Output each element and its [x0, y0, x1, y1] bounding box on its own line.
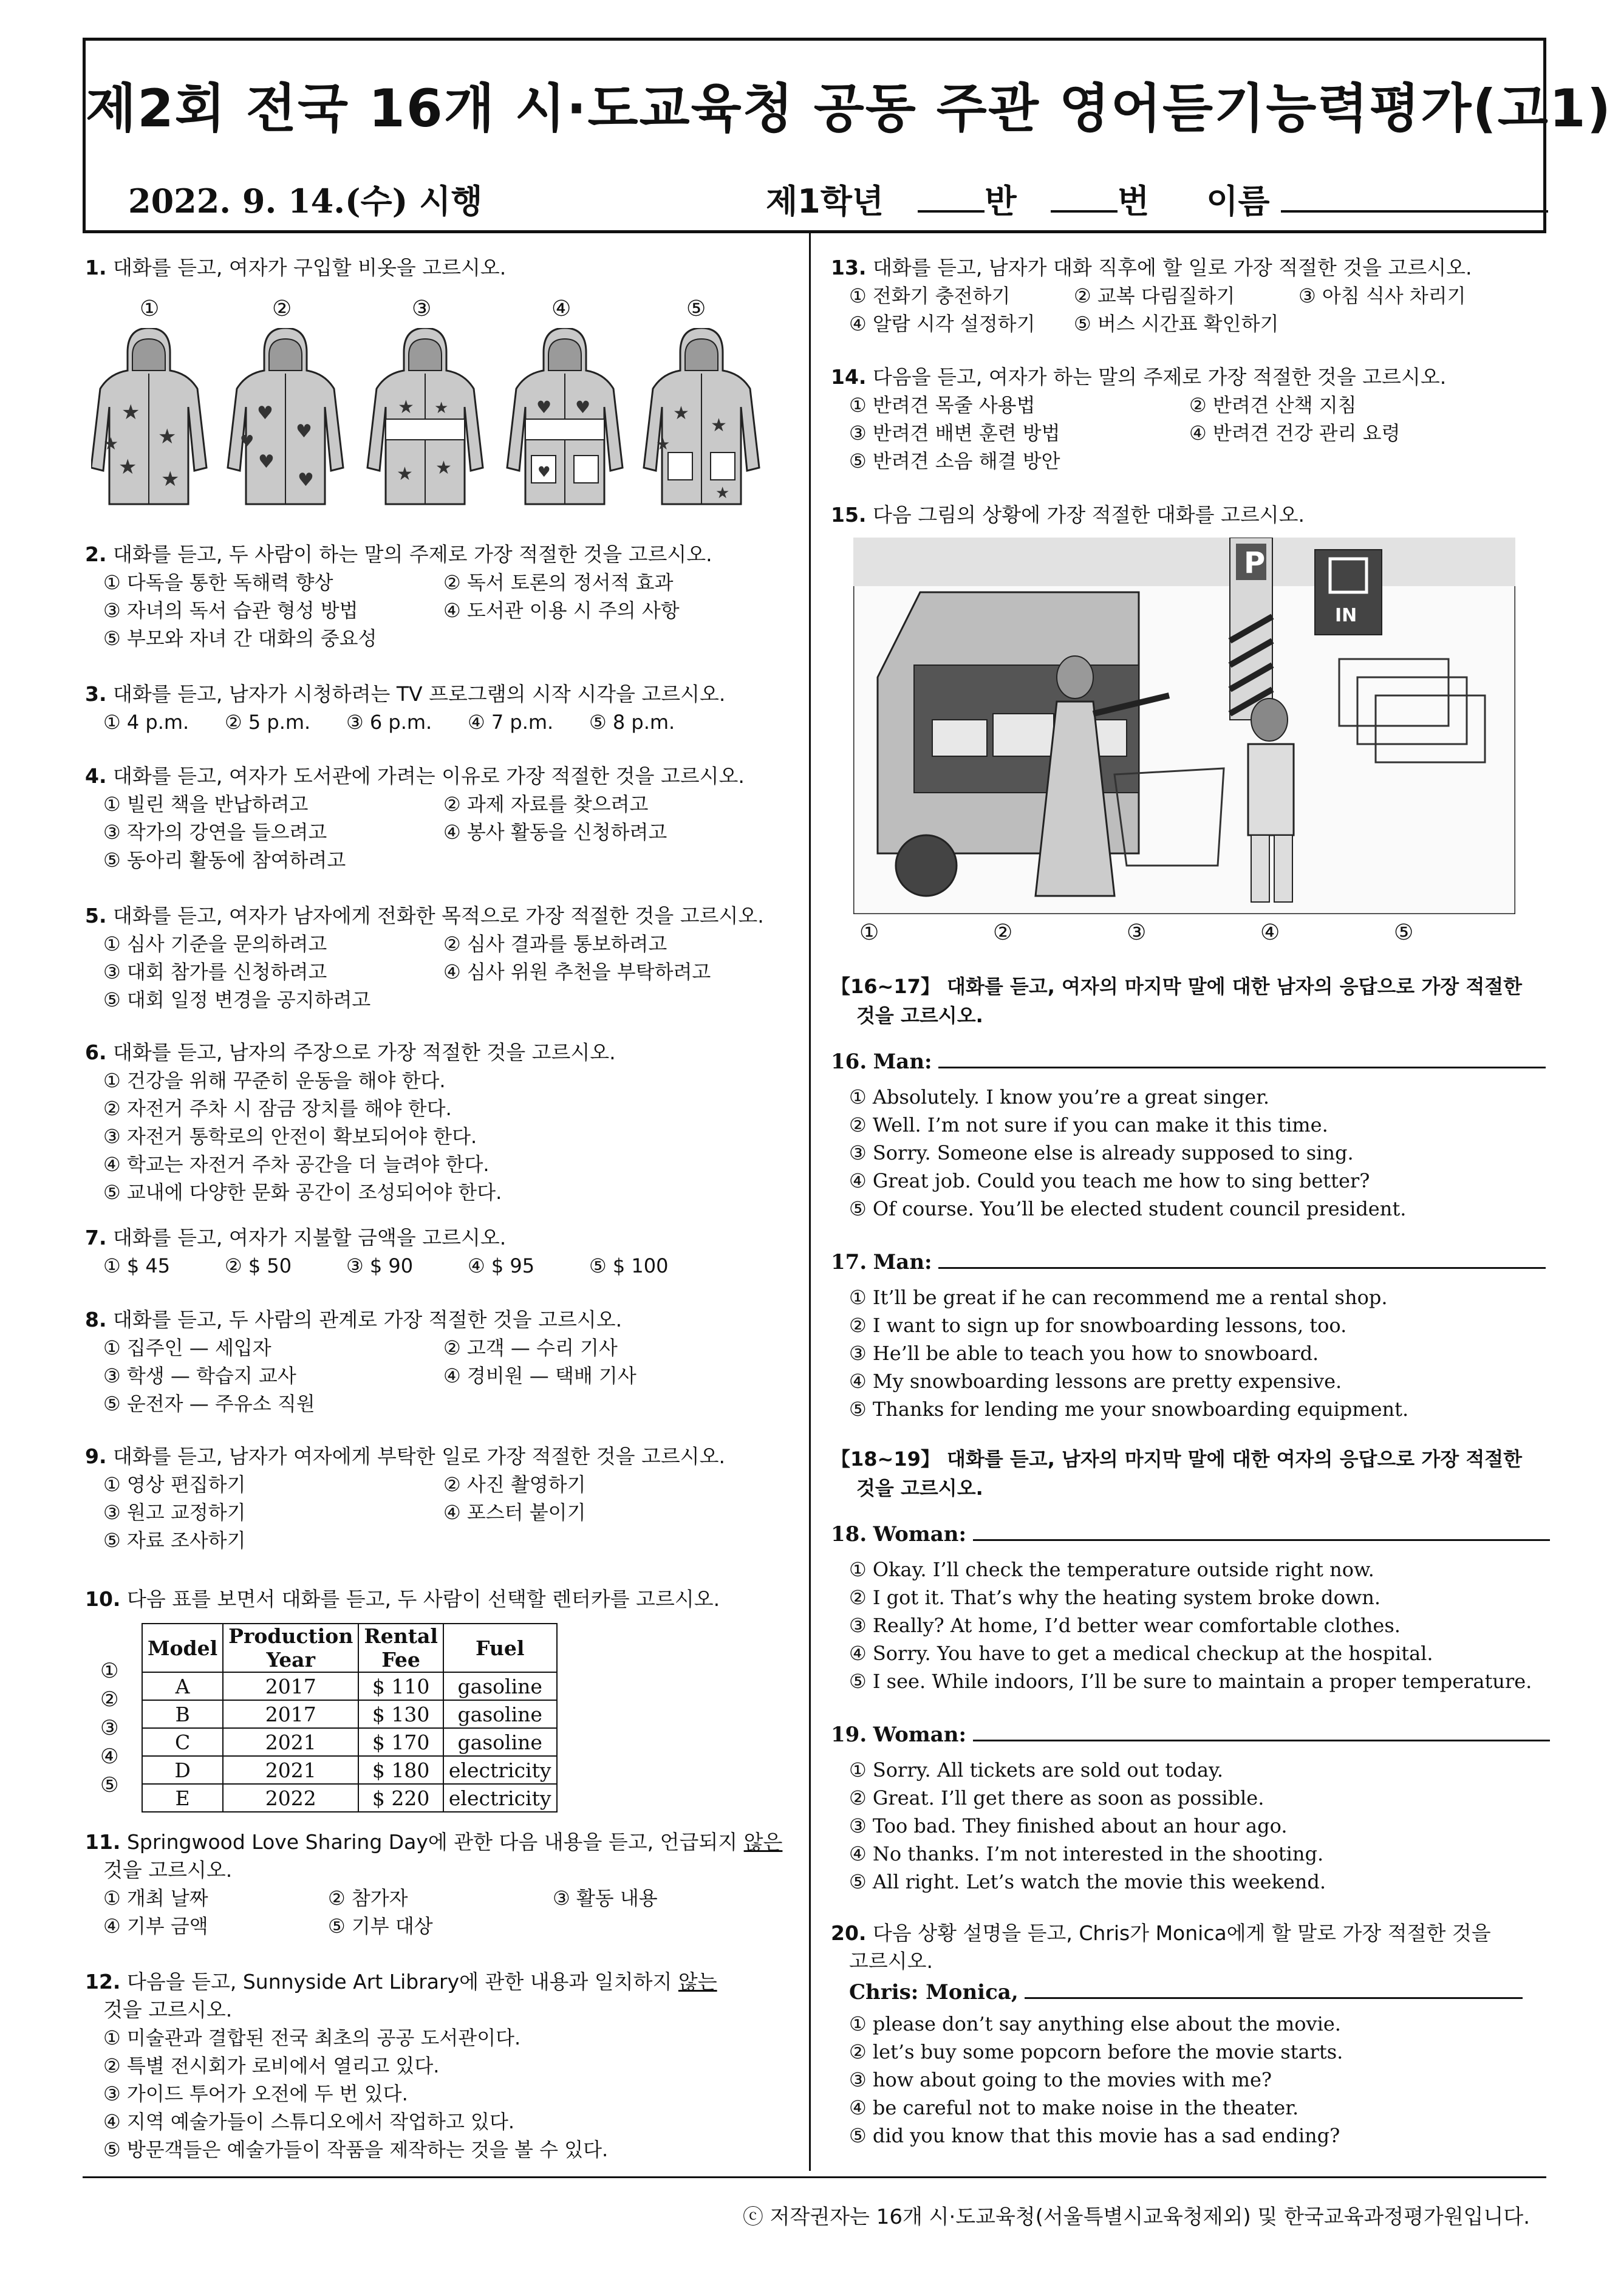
- option-5[interactable]: ⑤ 교내에 다양한 문화 공간이 조성되어야 한다.: [103, 1181, 502, 1204]
- option-2[interactable]: ② 교복 다림질하기: [1074, 284, 1235, 307]
- option-1[interactable]: ① 반려견 목줄 사용법: [849, 394, 1036, 417]
- question-number: 3.: [85, 682, 107, 706]
- question-text: 대화를 듣고, 남자가 여자에게 부탁한 일로 가장 적절한 것을 고르시오.: [113, 1444, 725, 1468]
- question-text: 대화를 듣고, 두 사람이 하는 말의 주제로 가장 적절한 것을 고르시오.: [113, 542, 712, 566]
- coat-marker-3: ③: [412, 296, 432, 321]
- question-2: [85, 541, 783, 652]
- table-row: [142, 1700, 557, 1728]
- picture-option-1[interactable]: ①: [859, 920, 879, 945]
- svg-text:P: P: [1244, 546, 1266, 580]
- option-5[interactable]: ⑤ 동아리 활동에 참여하려고: [103, 849, 346, 872]
- column-header: Production Year: [223, 1624, 358, 1672]
- question-number: 12.: [85, 1970, 121, 1994]
- question-6: [85, 1039, 616, 1206]
- question-17: [831, 1245, 1546, 1423]
- svg-text:★: ★: [711, 415, 727, 436]
- option-4[interactable]: ④ 경비원 — 택배 기사: [443, 1364, 636, 1387]
- question-text: Springwood Love Sharing Day에 관한 다음 내용을 듣고, 언급되지: [126, 1830, 744, 1854]
- option-4[interactable]: ④ $ 95: [468, 1254, 535, 1277]
- name-blank[interactable]: [1281, 179, 1548, 213]
- row-marker-4[interactable]: ④: [100, 1744, 119, 1769]
- option-4[interactable]: ④ 7 p.m.: [468, 711, 554, 734]
- coat-1: [91, 328, 206, 504]
- footer-divider: [83, 2176, 1546, 2178]
- question-number: 7.: [85, 1226, 107, 1249]
- option-3[interactable]: ③ 활동 내용: [553, 1887, 658, 1910]
- cell-fee: $ 170: [358, 1728, 443, 1756]
- option-1[interactable]: ① Sorry. All tickets are sold out today.: [849, 1758, 1224, 1782]
- option-4[interactable]: ④ My snowboarding lessons are pretty expensive.: [849, 1370, 1342, 1393]
- option-4[interactable]: ④ be careful not to make noise in the theater.: [849, 2096, 1299, 2119]
- question-3: [85, 680, 725, 736]
- option-3[interactable]: ③ He’ll be able to teach you how to snowboard.: [849, 1342, 1319, 1365]
- question-4: [85, 762, 783, 874]
- cell-fee: $ 110: [358, 1672, 443, 1700]
- svg-text:★: ★: [715, 484, 730, 502]
- question-15: [831, 501, 1305, 529]
- option-3[interactable]: ③ 작가의 강연을 들으려고: [103, 821, 327, 844]
- answer-line: [938, 1245, 1546, 1269]
- option-2[interactable]: ② 과제 자료를 찾으려고: [443, 793, 649, 816]
- question-12: [85, 1968, 717, 2164]
- cell-model: E: [142, 1784, 223, 1812]
- svg-text:★: ★: [398, 397, 414, 418]
- option-1[interactable]: ① 미술관과 결합된 전국 최초의 공공 도서관이다.: [103, 2026, 521, 2049]
- option-1[interactable]: ① 건강을 위해 꾸준히 운동을 해야 한다.: [103, 1069, 446, 1092]
- question-text-underlined: 않는: [678, 1970, 717, 1994]
- svg-text:★: ★: [397, 463, 413, 485]
- question-number: 11.: [85, 1830, 121, 1854]
- question-number: 9.: [85, 1444, 107, 1468]
- option-5[interactable]: ⑤ 대회 일정 변경을 공지하려고: [103, 988, 371, 1011]
- column-header: Fuel: [443, 1624, 557, 1672]
- answer-line: [1025, 1975, 1523, 1999]
- question-18: [831, 1517, 1550, 1695]
- svg-text:★: ★: [435, 457, 452, 479]
- class-blank[interactable]: [918, 179, 985, 213]
- option-4[interactable]: ④ 반려견 건강 관리 요령: [1189, 422, 1401, 445]
- option-4[interactable]: ④ 봉사 활동을 신청하려고: [443, 821, 667, 844]
- option-5[interactable]: ⑤ Of course. You’ll be elected student council president.: [849, 1197, 1407, 1220]
- option-2[interactable]: ② 고객 — 수리 기사: [443, 1336, 618, 1359]
- column-header: Rental Fee: [358, 1624, 443, 1672]
- option-1[interactable]: ① 집주인 — 세입자: [103, 1336, 271, 1359]
- svg-text:★: ★: [118, 455, 137, 479]
- cell-fuel: gasoline: [443, 1672, 557, 1700]
- question-text-underlined: 않은: [743, 1830, 783, 1854]
- question-number: 10.: [85, 1587, 121, 1611]
- question-text: 대화를 듣고, 여자가 남자에게 전화한 목적으로 가장 적절한 것을 고르시오.: [113, 904, 764, 928]
- svg-text:★: ★: [161, 467, 180, 491]
- option-3[interactable]: ③ Sorry. Someone else is already supposed to sing.: [849, 1141, 1354, 1164]
- picture-markers: [859, 920, 1413, 945]
- question-text: 대화를 듣고, 남자의 주장으로 가장 적절한 것을 고르시오.: [113, 1040, 616, 1064]
- speaker-label: Woman:: [873, 1723, 967, 1747]
- question-number: 1.: [85, 256, 107, 279]
- option-5[interactable]: ⑤ 자료 조사하기: [103, 1529, 246, 1552]
- row-marker-1[interactable]: ①: [100, 1659, 119, 1683]
- row-marker-5[interactable]: ⑤: [100, 1773, 119, 1797]
- answer-line: [973, 1718, 1550, 1741]
- section-18-19-instruction: [831, 1444, 1522, 1503]
- svg-text:♥: ♥: [258, 451, 275, 473]
- option-4[interactable]: ④ 도서관 이용 시 주의 사항: [443, 599, 680, 622]
- question-7: [85, 1224, 711, 1280]
- svg-text:♥: ♥: [537, 463, 551, 480]
- svg-text:★: ★: [656, 436, 671, 454]
- section-text-cont: 것을 고르시오.: [856, 1004, 983, 1027]
- option-1[interactable]: ① 빌린 책을 반납하려고: [103, 793, 309, 816]
- option-4[interactable]: ④ Sorry. You have to get a medical checkup at the hospital.: [849, 1642, 1433, 1665]
- student-info: [766, 176, 1548, 222]
- option-4[interactable]: ④ Great job. Could you teach me how to sing better?: [849, 1169, 1370, 1192]
- cell-year: 2017: [223, 1700, 358, 1728]
- cell-model: D: [142, 1756, 223, 1784]
- option-1[interactable]: ① 다독을 통한 독해력 향상: [103, 571, 333, 594]
- coat-3: [367, 328, 483, 504]
- option-2[interactable]: ② 특별 전시회가 로비에서 열리고 있다.: [103, 2054, 440, 2077]
- svg-text:★: ★: [434, 399, 449, 417]
- coat-marker-1: ①: [140, 296, 160, 321]
- option-2[interactable]: ② 반려견 산책 지침: [1189, 394, 1357, 417]
- option-1[interactable]: ① $ 45: [103, 1254, 171, 1277]
- option-4[interactable]: ④ 학교는 자전거 주차 공간을 더 늘려야 한다.: [103, 1153, 490, 1176]
- svg-text:♥: ♥: [298, 470, 314, 491]
- column-divider: [809, 233, 811, 2171]
- question-number: 2.: [85, 542, 107, 566]
- copyright-footer: ⓒ 저작권자는 16개 시·도교육청(서울특별시교육청제외) 및 한국교육과정평가원입니다.: [742, 2205, 1530, 2229]
- option-3[interactable]: ③ 학생 — 학습지 교사: [103, 1364, 296, 1387]
- option-2[interactable]: ② Great. I’ll get there as soon as possible.: [849, 1786, 1264, 1809]
- cell-fuel: gasoline: [443, 1700, 557, 1728]
- cell-fuel: electricity: [443, 1756, 557, 1784]
- question-text-cont: 것을 고르시오.: [103, 1998, 233, 2021]
- question-number: 19.: [831, 1723, 867, 1747]
- question-text-cont: 것을 고르시오.: [103, 1858, 233, 1882]
- question-text: 대화를 듣고, 여자가 구입할 비옷을 고르시오.: [113, 256, 507, 279]
- question-8: [85, 1306, 783, 1418]
- question-text: 다음을 듣고, 여자가 하는 말의 주제로 가장 적절한 것을 고르시오.: [872, 365, 1447, 389]
- question-11: [85, 1828, 782, 1940]
- option-5[interactable]: ⑤ 8 p.m.: [589, 711, 675, 734]
- question-13: [831, 254, 1523, 338]
- coat-5: [644, 328, 759, 504]
- question-number: 8.: [85, 1308, 107, 1331]
- option-3[interactable]: ③ Too bad. They finished about an hour ago.: [849, 1814, 1288, 1837]
- question-number: 4.: [85, 764, 107, 788]
- question-text: 대화를 듣고, 남자가 시청하려는 TV 프로그램의 시작 시각을 고르시오.: [113, 682, 726, 706]
- option-1[interactable]: ① Absolutely. I know you’re a great singer.: [849, 1085, 1270, 1109]
- option-5[interactable]: ⑤ 운전자 — 주유소 직원: [103, 1392, 315, 1415]
- row-marker-3[interactable]: ③: [100, 1716, 119, 1740]
- option-3[interactable]: ③ 아침 식사 차리기: [1299, 284, 1466, 307]
- option-2[interactable]: ② 심사 결과를 통보하려고: [443, 932, 667, 955]
- option-2[interactable]: ② 5 p.m.: [225, 711, 311, 734]
- option-2[interactable]: ② 자전거 주차 시 잠금 장치를 해야 한다.: [103, 1097, 452, 1120]
- option-5[interactable]: ⑤ Thanks for lending me your snowboarding equipment.: [849, 1398, 1409, 1421]
- option-4[interactable]: ④ 기부 금액: [103, 1915, 208, 1938]
- cell-year: 2021: [223, 1756, 358, 1784]
- question-9: [85, 1443, 783, 1554]
- option-3[interactable]: ③ 가이드 투어가 오전에 두 번 있다.: [103, 2082, 408, 2105]
- question-16: [831, 1045, 1546, 1223]
- option-3[interactable]: ③ 반려견 배변 훈련 방법: [849, 422, 1060, 445]
- option-1[interactable]: ① 영상 편집하기: [103, 1473, 246, 1496]
- question-text: 대화를 듣고, 여자가 지불할 금액을 고르시오.: [113, 1226, 507, 1249]
- option-2[interactable]: ② 참가자: [328, 1887, 408, 1910]
- option-1[interactable]: ① Okay. I’ll check the temperature outside right now.: [849, 1558, 1374, 1581]
- question-number: 15.: [831, 503, 867, 527]
- question-1: [85, 254, 506, 282]
- question-text: 다음 상황 설명을 듣고, Chris가 Monica에게 할 말로 가장 적절한 것을: [872, 1921, 1491, 1945]
- option-3[interactable]: ③ how about going to the movies with me?: [849, 2068, 1272, 2091]
- question-number: 14.: [831, 365, 867, 389]
- table-row: [142, 1672, 557, 1700]
- table-row: [142, 1784, 557, 1812]
- coat-marker-5: ⑤: [686, 296, 706, 321]
- picture-option-5[interactable]: ⑤: [1394, 920, 1414, 945]
- column-header: Model: [142, 1624, 223, 1672]
- option-1[interactable]: ① 심사 기준을 문의하려고: [103, 932, 327, 955]
- option-3[interactable]: ③ 대회 참가를 신청하려고: [103, 960, 327, 983]
- cell-fuel: electricity: [443, 1784, 557, 1812]
- option-1[interactable]: ① 개최 날짜: [103, 1887, 208, 1910]
- option-2[interactable]: ② let’s buy some popcorn before the movie starts.: [849, 2040, 1343, 2063]
- table-row: [142, 1728, 557, 1756]
- raincoat-illustrations: [91, 328, 790, 510]
- speaker-label: Woman:: [873, 1522, 967, 1546]
- question-number: 20.: [831, 1921, 867, 1945]
- option-3[interactable]: ③ 자전거 통학로의 안전이 확보되어야 한다.: [103, 1125, 477, 1148]
- coat-4: [507, 328, 623, 504]
- speaker-label: Chris: Monica,: [849, 1980, 1019, 2004]
- option-3[interactable]: ③ $ 90: [346, 1254, 414, 1277]
- picture-option-4[interactable]: ④: [1260, 920, 1280, 945]
- option-4[interactable]: ④ 알람 시각 설정하기: [849, 312, 1036, 335]
- option-2[interactable]: ② I got it. That’s why the heating system broke down.: [849, 1586, 1381, 1609]
- option-3[interactable]: ③ Really? At home, I’d better wear comfortable clothes.: [849, 1614, 1401, 1637]
- grade-label: 제1학년: [766, 182, 884, 220]
- section-16-17-instruction: [831, 972, 1522, 1030]
- question-text: 다음 표를 보면서 대화를 듣고, 두 사람이 선택할 렌터카를 고르시오.: [126, 1587, 720, 1611]
- cell-year: 2021: [223, 1728, 358, 1756]
- question-text: 다음 그림의 상황에 가장 적절한 대화를 고르시오.: [872, 503, 1305, 527]
- question-number: 17.: [831, 1250, 867, 1274]
- class-label: 반: [985, 182, 1017, 220]
- option-3[interactable]: ③ 6 p.m.: [346, 711, 432, 734]
- question-text: 다음을 듣고, Sunnyside Art Library에 관한 내용과 일치하지: [126, 1970, 678, 1994]
- option-1[interactable]: ① It’ll be great if he can recommend me a rental shop.: [849, 1286, 1388, 1309]
- coat-marker-4: ④: [551, 296, 572, 321]
- option-2[interactable]: ② 사진 촬영하기: [443, 1473, 586, 1496]
- svg-text:♥: ♥: [240, 432, 254, 451]
- option-2[interactable]: ② 독서 토론의 정서적 효과: [443, 571, 674, 594]
- cell-model: A: [142, 1672, 223, 1700]
- cell-year: 2022: [223, 1784, 358, 1812]
- option-2[interactable]: ② I want to sign up for snowboarding lessons, too.: [849, 1314, 1347, 1337]
- svg-text:★: ★: [121, 400, 140, 425]
- picture-option-2[interactable]: ②: [993, 920, 1013, 945]
- answer-line: [938, 1045, 1546, 1068]
- question-number: 16.: [831, 1050, 867, 1074]
- option-1[interactable]: ① 전화기 충전하기: [849, 284, 1011, 307]
- question-text: 대화를 듣고, 여자가 도서관에 가려는 이유로 가장 적절한 것을 고르시오.: [113, 764, 745, 788]
- option-4[interactable]: ④ No thanks. I’m not interested in the shooting.: [849, 1842, 1324, 1865]
- cell-year: 2017: [223, 1672, 358, 1700]
- name-label: 이름: [1206, 182, 1270, 220]
- option-3[interactable]: ③ 자녀의 독서 습관 형성 방법: [103, 599, 358, 622]
- option-5[interactable]: ⑤ 반려견 소음 해결 방안: [849, 449, 1060, 473]
- option-4[interactable]: ④ 포스터 붙이기: [443, 1501, 586, 1524]
- option-5[interactable]: ⑤ did you know that this movie has a sad ending?: [849, 2124, 1340, 2147]
- table-row-markers: [100, 1657, 143, 1800]
- option-5[interactable]: ⑤ 부모와 자녀 간 대화의 중요성: [103, 627, 377, 650]
- question-text: 대화를 듣고, 두 사람의 관계로 가장 적절한 것을 고르시오.: [113, 1308, 623, 1331]
- cell-fee: $ 220: [358, 1784, 443, 1812]
- table-row: [142, 1756, 557, 1784]
- in-sign: IN: [1335, 605, 1357, 626]
- coat-2: [228, 328, 343, 504]
- svg-text:♥: ♥: [257, 403, 273, 424]
- cell-model: C: [142, 1728, 223, 1756]
- question-number: 5.: [85, 904, 107, 928]
- option-5[interactable]: ⑤ 방문객들은 예술가들이 작품을 제작하는 것을 볼 수 있다.: [103, 2138, 609, 2161]
- section-text-cont: 것을 고르시오.: [856, 1477, 983, 1500]
- exam-header: [83, 38, 1612, 233]
- option-4[interactable]: ④ 지역 예술가들이 스튜디오에서 작업하고 있다.: [103, 2110, 515, 2133]
- number-label: 번: [1118, 182, 1150, 220]
- option-2[interactable]: ② $ 50: [225, 1254, 292, 1277]
- svg-text:★: ★: [158, 425, 177, 449]
- question-20: [831, 1919, 1523, 2150]
- question-number: 13.: [831, 256, 867, 279]
- svg-text:♥: ♥: [575, 397, 591, 417]
- cell-fee: $ 180: [358, 1756, 443, 1784]
- option-4[interactable]: ④ 심사 위원 추천을 부탁하려고: [443, 960, 711, 983]
- option-5[interactable]: ⑤ $ 100: [589, 1254, 669, 1277]
- exam-title: 제2회 전국 16개 시·도교육청 공동 주관 영어듣기능력평가(고1): [86, 78, 1612, 139]
- rental-car-table: [142, 1623, 558, 1813]
- speaker-label: Man:: [873, 1050, 932, 1074]
- option-5[interactable]: ⑤ All right. Let’s watch the movie this weekend.: [849, 1870, 1326, 1893]
- section-text: 【18~19】 대화를 듣고, 남자의 마지막 말에 대한 여자의 응답으로 가장 적절한: [831, 1447, 1523, 1471]
- svg-text:♥: ♥: [296, 421, 312, 442]
- option-3[interactable]: ③ 원고 교정하기: [103, 1501, 246, 1524]
- question-19: [831, 1718, 1550, 1896]
- option-1[interactable]: ① please don’t say anything else about the movie.: [849, 2012, 1341, 2035]
- question-number: 6.: [85, 1040, 107, 1064]
- option-5[interactable]: ⑤ 기부 대상: [328, 1915, 433, 1938]
- answer-line: [973, 1517, 1550, 1541]
- question-5: [85, 902, 783, 1014]
- cell-fee: $ 130: [358, 1700, 443, 1728]
- svg-text:★: ★: [103, 434, 119, 454]
- parking-lot-illustration: [853, 538, 1515, 914]
- svg-text:♥: ♥: [536, 397, 552, 417]
- cell-fuel: gasoline: [443, 1728, 557, 1756]
- cell-model: B: [142, 1700, 223, 1728]
- table-header-row: [142, 1624, 557, 1672]
- question-14: [831, 363, 1529, 475]
- picture-option-3[interactable]: ③: [1127, 920, 1147, 945]
- question-10: [85, 1585, 720, 1613]
- question-number: 18.: [831, 1522, 867, 1546]
- section-text: 【16~17】 대화를 듣고, 여자의 마지막 말에 대한 남자의 응답으로 가장 적절한: [831, 975, 1523, 998]
- option-5[interactable]: ⑤ 버스 시간표 확인하기: [1074, 312, 1279, 335]
- question-text: 대화를 듣고, 남자가 대화 직후에 할 일로 가장 적절한 것을 고르시오.: [872, 256, 1472, 279]
- row-marker-2[interactable]: ②: [100, 1687, 119, 1712]
- number-blank[interactable]: [1051, 179, 1118, 213]
- option-2[interactable]: ② Well. I’m not sure if you can make it this time.: [849, 1113, 1328, 1136]
- coat-marker-2: ②: [272, 296, 292, 321]
- option-1[interactable]: ① 4 p.m.: [103, 711, 189, 734]
- question-text-cont: 고르시오.: [849, 1949, 933, 1973]
- option-5[interactable]: ⑤ I see. While indoors, I’ll be sure to maintain a proper temperature.: [849, 1670, 1532, 1693]
- svg-text:★: ★: [673, 403, 689, 424]
- exam-date: 2022. 9. 14.(수) 시행: [128, 182, 483, 220]
- speaker-label: Man:: [873, 1250, 932, 1274]
